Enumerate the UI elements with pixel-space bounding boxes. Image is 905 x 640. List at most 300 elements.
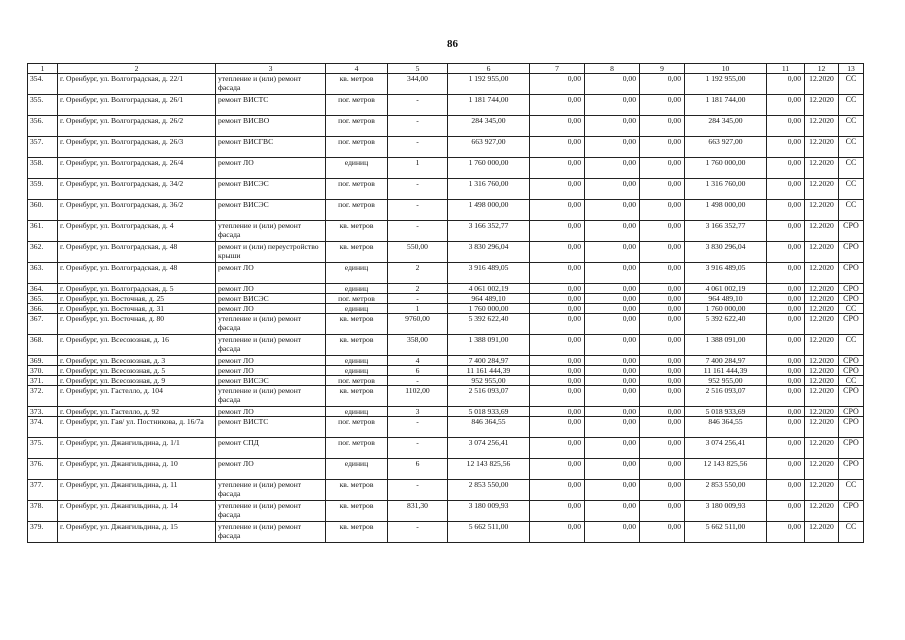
unit-cell: пог. метров [326,417,388,438]
specific-cost-cell: 0,00 [767,356,805,366]
address-cell: г. Оренбург, ул. Восточная, д. 25 [58,294,216,304]
volume-cell: 3 [388,407,448,417]
col-header: 9 [640,64,685,74]
volume-cell: - [388,179,448,200]
capital-repair-table [27,63,864,543]
total-cost-cell: 3 166 352,77 [448,221,530,242]
cost-budget-cell: 0,00 [585,366,640,376]
table-row [28,314,864,335]
row-number: 360. [28,200,58,221]
table-row [28,335,864,356]
specific-cost-cell: 0,00 [767,501,805,522]
total-cost-cell: 2 516 093,07 [448,386,530,407]
work-type-cell: ремонт ЛО [216,407,326,417]
volume-cell: - [388,116,448,137]
unit-cell: кв. метров [326,74,388,95]
cost-fund-cell: 0,00 [530,356,585,366]
cost-owners-cell: 1 192 955,00 [685,74,767,95]
work-type-cell: ремонт ЛО [216,304,326,314]
address-cell: г. Оренбург, ул. Гастелло, д. 104 [58,386,216,407]
fund-type-cell: СРО [839,417,864,438]
deadline-cell: 12.2020 [805,221,839,242]
cost-budget-cell: 0,00 [585,304,640,314]
cost-local-cell: 0,00 [640,356,685,366]
cost-owners-cell: 2 516 093,07 [685,386,767,407]
work-type-cell: утепление и (или) ремонт фасада [216,480,326,501]
deadline-cell: 12.2020 [805,95,839,116]
cost-fund-cell: 0,00 [530,242,585,263]
specific-cost-cell: 0,00 [767,335,805,356]
work-type-cell: утепление и (или) ремонт фасада [216,335,326,356]
row-number: 363. [28,263,58,284]
volume-cell: - [388,95,448,116]
work-type-cell: ремонт ВИСЭС [216,179,326,200]
cost-fund-cell: 0,00 [530,314,585,335]
row-number: 379. [28,522,58,543]
unit-cell: единиц [326,263,388,284]
deadline-cell: 12.2020 [805,137,839,158]
unit-cell: кв. метров [326,480,388,501]
deadline-cell: 12.2020 [805,242,839,263]
row-number: 376. [28,459,58,480]
cost-local-cell: 0,00 [640,95,685,116]
fund-type-cell: СС [839,376,864,386]
cost-budget-cell: 0,00 [585,74,640,95]
cost-local-cell: 0,00 [640,459,685,480]
specific-cost-cell: 0,00 [767,294,805,304]
deadline-cell: 12.2020 [805,501,839,522]
unit-cell: пог. метров [326,294,388,304]
work-type-cell: утепление и (или) ремонт фасада [216,386,326,407]
address-cell: г. Оренбург, ул. Волгоградская, д. 48 [58,263,216,284]
fund-type-cell: СС [839,158,864,179]
fund-type-cell: СРО [839,356,864,366]
fund-type-cell: СРО [839,438,864,459]
table-row [28,480,864,501]
row-number: 356. [28,116,58,137]
row-number: 362. [28,242,58,263]
address-cell: г. Оренбург, ул. Всесоюзная, д. 5 [58,366,216,376]
specific-cost-cell: 0,00 [767,376,805,386]
cost-fund-cell: 0,00 [530,294,585,304]
cost-local-cell: 0,00 [640,386,685,407]
cost-owners-cell: 3 916 489,05 [685,263,767,284]
cost-owners-cell: 1 316 760,00 [685,179,767,200]
address-cell: г. Оренбург, ул. Волгоградская, д. 26/4 [58,158,216,179]
work-type-cell: ремонт СПД [216,438,326,459]
cost-local-cell: 0,00 [640,501,685,522]
row-number: 365. [28,294,58,304]
deadline-cell: 12.2020 [805,417,839,438]
deadline-cell: 12.2020 [805,480,839,501]
cost-fund-cell: 0,00 [530,263,585,284]
unit-cell: единиц [326,356,388,366]
col-header: 10 [685,64,767,74]
unit-cell: кв. метров [326,221,388,242]
cost-owners-cell: 964 489,10 [685,294,767,304]
volume-cell: 1 [388,158,448,179]
row-number: 359. [28,179,58,200]
column-number-row [28,64,864,74]
work-type-cell: утепление и (или) ремонт фасада [216,74,326,95]
cost-budget-cell: 0,00 [585,116,640,137]
table-row [28,95,864,116]
address-cell: г. Оренбург, ул. Волгоградская, д. 48 [58,242,216,263]
total-cost-cell: 3 830 296,04 [448,242,530,263]
cost-budget-cell: 0,00 [585,459,640,480]
cost-local-cell: 0,00 [640,314,685,335]
table-row [28,284,864,294]
work-type-cell: ремонт ВИСЭС [216,376,326,386]
total-cost-cell: 1 316 760,00 [448,179,530,200]
fund-type-cell: СС [839,522,864,543]
fund-type-cell: СРО [839,221,864,242]
table-row [28,74,864,95]
cost-owners-cell: 5 018 933,69 [685,407,767,417]
volume-cell: 2 [388,263,448,284]
work-type-cell: ремонт ВИСТС [216,417,326,438]
specific-cost-cell: 0,00 [767,522,805,543]
deadline-cell: 12.2020 [805,304,839,314]
cost-fund-cell: 0,00 [530,335,585,356]
cost-fund-cell: 0,00 [530,438,585,459]
specific-cost-cell: 0,00 [767,284,805,294]
unit-cell: пог. метров [326,200,388,221]
table-row [28,116,864,137]
address-cell: г. Оренбург, ул. Восточная, д. 80 [58,314,216,335]
deadline-cell: 12.2020 [805,200,839,221]
cost-budget-cell: 0,00 [585,501,640,522]
volume-cell: 6 [388,366,448,376]
deadline-cell: 12.2020 [805,294,839,304]
col-header: 5 [388,64,448,74]
cost-local-cell: 0,00 [640,522,685,543]
unit-cell: кв. метров [326,501,388,522]
row-number: 372. [28,386,58,407]
address-cell: г. Оренбург, ул. Волгоградская, д. 26/3 [58,137,216,158]
row-number: 355. [28,95,58,116]
specific-cost-cell: 0,00 [767,95,805,116]
cost-owners-cell: 3 074 256,41 [685,438,767,459]
cost-local-cell: 0,00 [640,335,685,356]
volume-cell: 831,30 [388,501,448,522]
total-cost-cell: 5 662 511,00 [448,522,530,543]
fund-type-cell: СС [839,179,864,200]
table-row [28,459,864,480]
address-cell: г. Оренбург, ул. Волгоградская, д. 5 [58,284,216,294]
cost-budget-cell: 0,00 [585,221,640,242]
cost-owners-cell: 1 181 744,00 [685,95,767,116]
cost-fund-cell: 0,00 [530,179,585,200]
table-row [28,376,864,386]
deadline-cell: 12.2020 [805,158,839,179]
fund-type-cell: СРО [839,284,864,294]
cost-owners-cell: 5 662 511,00 [685,522,767,543]
cost-fund-cell: 0,00 [530,386,585,407]
table-row [28,366,864,376]
work-type-cell: утепление и (или) ремонт фасада [216,314,326,335]
row-number: 367. [28,314,58,335]
deadline-cell: 12.2020 [805,263,839,284]
volume-cell: 1102,00 [388,386,448,407]
work-type-cell: утепление и (или) ремонт фасада [216,221,326,242]
cost-fund-cell: 0,00 [530,459,585,480]
total-cost-cell: 284 345,00 [448,116,530,137]
cost-budget-cell: 0,00 [585,417,640,438]
row-number: 354. [28,74,58,95]
cost-budget-cell: 0,00 [585,438,640,459]
total-cost-cell: 1 760 000,00 [448,304,530,314]
cost-fund-cell: 0,00 [530,284,585,294]
row-number: 357. [28,137,58,158]
work-type-cell: ремонт ВИСТС [216,95,326,116]
col-header: 13 [839,64,864,74]
unit-cell: кв. метров [326,335,388,356]
cost-owners-cell: 952 955,00 [685,376,767,386]
specific-cost-cell: 0,00 [767,116,805,137]
work-type-cell: ремонт ВИСВО [216,116,326,137]
cost-fund-cell: 0,00 [530,407,585,417]
total-cost-cell: 1 760 000,00 [448,158,530,179]
fund-type-cell: СРО [839,459,864,480]
col-header: 6 [448,64,530,74]
fund-type-cell: СС [839,480,864,501]
volume-cell: 358,00 [388,335,448,356]
row-number: 373. [28,407,58,417]
row-number: 375. [28,438,58,459]
col-header: 4 [326,64,388,74]
fund-type-cell: СРО [839,386,864,407]
specific-cost-cell: 0,00 [767,407,805,417]
total-cost-cell: 952 955,00 [448,376,530,386]
specific-cost-cell: 0,00 [767,158,805,179]
fund-type-cell: СС [839,335,864,356]
cost-budget-cell: 0,00 [585,158,640,179]
row-number: 369. [28,356,58,366]
total-cost-cell: 12 143 825,56 [448,459,530,480]
specific-cost-cell: 0,00 [767,438,805,459]
unit-cell: единиц [326,284,388,294]
address-cell: г. Оренбург, ул. Волгоградская, д. 26/1 [58,95,216,116]
cost-local-cell: 0,00 [640,284,685,294]
cost-local-cell: 0,00 [640,221,685,242]
total-cost-cell: 1 192 955,00 [448,74,530,95]
volume-cell: 344,00 [388,74,448,95]
deadline-cell: 12.2020 [805,335,839,356]
total-cost-cell: 5 392 622,40 [448,314,530,335]
specific-cost-cell: 0,00 [767,417,805,438]
table-row [28,200,864,221]
address-cell: г. Оренбург, ул. Волгоградская, д. 36/2 [58,200,216,221]
volume-cell: 550,00 [388,242,448,263]
deadline-cell: 12.2020 [805,522,839,543]
cost-budget-cell: 0,00 [585,179,640,200]
address-cell: г. Оренбург, ул. Всесоюзная, д. 3 [58,356,216,366]
unit-cell: единиц [326,158,388,179]
work-type-cell: утепление и (или) ремонт фасада [216,522,326,543]
specific-cost-cell: 0,00 [767,304,805,314]
cost-fund-cell: 0,00 [530,74,585,95]
cost-owners-cell: 1 760 000,00 [685,158,767,179]
address-cell: г. Оренбург, ул. Джангильдина, д. 14 [58,501,216,522]
work-type-cell: ремонт ВИСГВС [216,137,326,158]
cost-owners-cell: 1 760 000,00 [685,304,767,314]
total-cost-cell: 1 181 744,00 [448,95,530,116]
cost-fund-cell: 0,00 [530,376,585,386]
work-type-cell: ремонт и (или) переустройство крыши [216,242,326,263]
specific-cost-cell: 0,00 [767,221,805,242]
volume-cell: 4 [388,356,448,366]
deadline-cell: 12.2020 [805,314,839,335]
cost-fund-cell: 0,00 [530,501,585,522]
row-number: 364. [28,284,58,294]
cost-owners-cell: 3 830 296,04 [685,242,767,263]
unit-cell: пог. метров [326,438,388,459]
volume-cell: - [388,200,448,221]
col-header: 11 [767,64,805,74]
cost-budget-cell: 0,00 [585,242,640,263]
specific-cost-cell: 0,00 [767,242,805,263]
col-header: 1 [28,64,58,74]
total-cost-cell: 1 388 091,00 [448,335,530,356]
total-cost-cell: 7 400 284,97 [448,356,530,366]
fund-type-cell: СС [839,200,864,221]
deadline-cell: 12.2020 [805,179,839,200]
fund-type-cell: СРО [839,366,864,376]
address-cell: г. Оренбург, ул. Волгоградская, д. 34/2 [58,179,216,200]
table-row [28,137,864,158]
unit-cell: пог. метров [326,95,388,116]
total-cost-cell: 663 927,00 [448,137,530,158]
table-row [28,179,864,200]
cost-fund-cell: 0,00 [530,221,585,242]
fund-type-cell: СС [839,116,864,137]
unit-cell: пог. метров [326,137,388,158]
work-type-cell: ремонт ЛО [216,356,326,366]
unit-cell: кв. метров [326,386,388,407]
table-row [28,386,864,407]
fund-type-cell: СС [839,95,864,116]
specific-cost-cell: 0,00 [767,314,805,335]
table-row [28,158,864,179]
cost-fund-cell: 0,00 [530,95,585,116]
volume-cell: - [388,294,448,304]
deadline-cell: 12.2020 [805,366,839,376]
row-number: 361. [28,221,58,242]
unit-cell: единиц [326,366,388,376]
cost-local-cell: 0,00 [640,376,685,386]
table-row [28,242,864,263]
row-number: 358. [28,158,58,179]
cost-owners-cell: 4 061 002,19 [685,284,767,294]
volume-cell: 9760,00 [388,314,448,335]
cost-owners-cell: 12 143 825,56 [685,459,767,480]
table-row [28,263,864,284]
table-row [28,356,864,366]
cost-local-cell: 0,00 [640,200,685,221]
cost-local-cell: 0,00 [640,242,685,263]
address-cell: г. Оренбург, ул. Всесоюзная, д. 16 [58,335,216,356]
total-cost-cell: 3 916 489,05 [448,263,530,284]
volume-cell: - [388,522,448,543]
cost-local-cell: 0,00 [640,137,685,158]
table-row [28,438,864,459]
total-cost-cell: 1 498 000,00 [448,200,530,221]
fund-type-cell: СС [839,74,864,95]
cost-owners-cell: 663 927,00 [685,137,767,158]
col-header: 12 [805,64,839,74]
cost-budget-cell: 0,00 [585,95,640,116]
col-header: 2 [58,64,216,74]
volume-cell: - [388,417,448,438]
specific-cost-cell: 0,00 [767,200,805,221]
cost-local-cell: 0,00 [640,407,685,417]
row-number: 378. [28,501,58,522]
cost-budget-cell: 0,00 [585,356,640,366]
total-cost-cell: 3 074 256,41 [448,438,530,459]
cost-fund-cell: 0,00 [530,158,585,179]
specific-cost-cell: 0,00 [767,386,805,407]
volume-cell: 2 [388,284,448,294]
fund-type-cell: СРО [839,294,864,304]
specific-cost-cell: 0,00 [767,137,805,158]
cost-owners-cell: 2 853 550,00 [685,480,767,501]
cost-budget-cell: 0,00 [585,386,640,407]
unit-cell: единиц [326,459,388,480]
cost-owners-cell: 3 166 352,77 [685,221,767,242]
fund-type-cell: СРО [839,501,864,522]
work-type-cell: утепление и (или) ремонт фасада [216,501,326,522]
deadline-cell: 12.2020 [805,116,839,137]
total-cost-cell: 964 489,10 [448,294,530,304]
address-cell: г. Оренбург, ул. Гастелло, д. 92 [58,407,216,417]
cost-budget-cell: 0,00 [585,263,640,284]
address-cell: г. Оренбург, ул. Джангильдина, д. 10 [58,459,216,480]
row-number: 366. [28,304,58,314]
row-number: 368. [28,335,58,356]
table-row [28,522,864,543]
col-header: 3 [216,64,326,74]
work-type-cell: ремонт ВИСЭС [216,200,326,221]
cost-fund-cell: 0,00 [530,200,585,221]
cost-owners-cell: 846 364,55 [685,417,767,438]
fund-type-cell: СРО [839,314,864,335]
specific-cost-cell: 0,00 [767,366,805,376]
table-row [28,304,864,314]
row-number: 371. [28,376,58,386]
fund-type-cell: СРО [839,407,864,417]
cost-local-cell: 0,00 [640,263,685,284]
volume-cell: 6 [388,459,448,480]
cost-fund-cell: 0,00 [530,137,585,158]
specific-cost-cell: 0,00 [767,74,805,95]
work-type-cell: ремонт ЛО [216,366,326,376]
deadline-cell: 12.2020 [805,459,839,480]
cost-local-cell: 0,00 [640,74,685,95]
cost-budget-cell: 0,00 [585,284,640,294]
deadline-cell: 12.2020 [805,438,839,459]
unit-cell: кв. метров [326,242,388,263]
unit-cell: единиц [326,407,388,417]
work-type-cell: ремонт ЛО [216,263,326,284]
work-type-cell: ремонт ЛО [216,284,326,294]
specific-cost-cell: 0,00 [767,480,805,501]
cost-local-cell: 0,00 [640,366,685,376]
deadline-cell: 12.2020 [805,407,839,417]
row-number: 374. [28,417,58,438]
unit-cell: пог. метров [326,376,388,386]
volume-cell: - [388,438,448,459]
